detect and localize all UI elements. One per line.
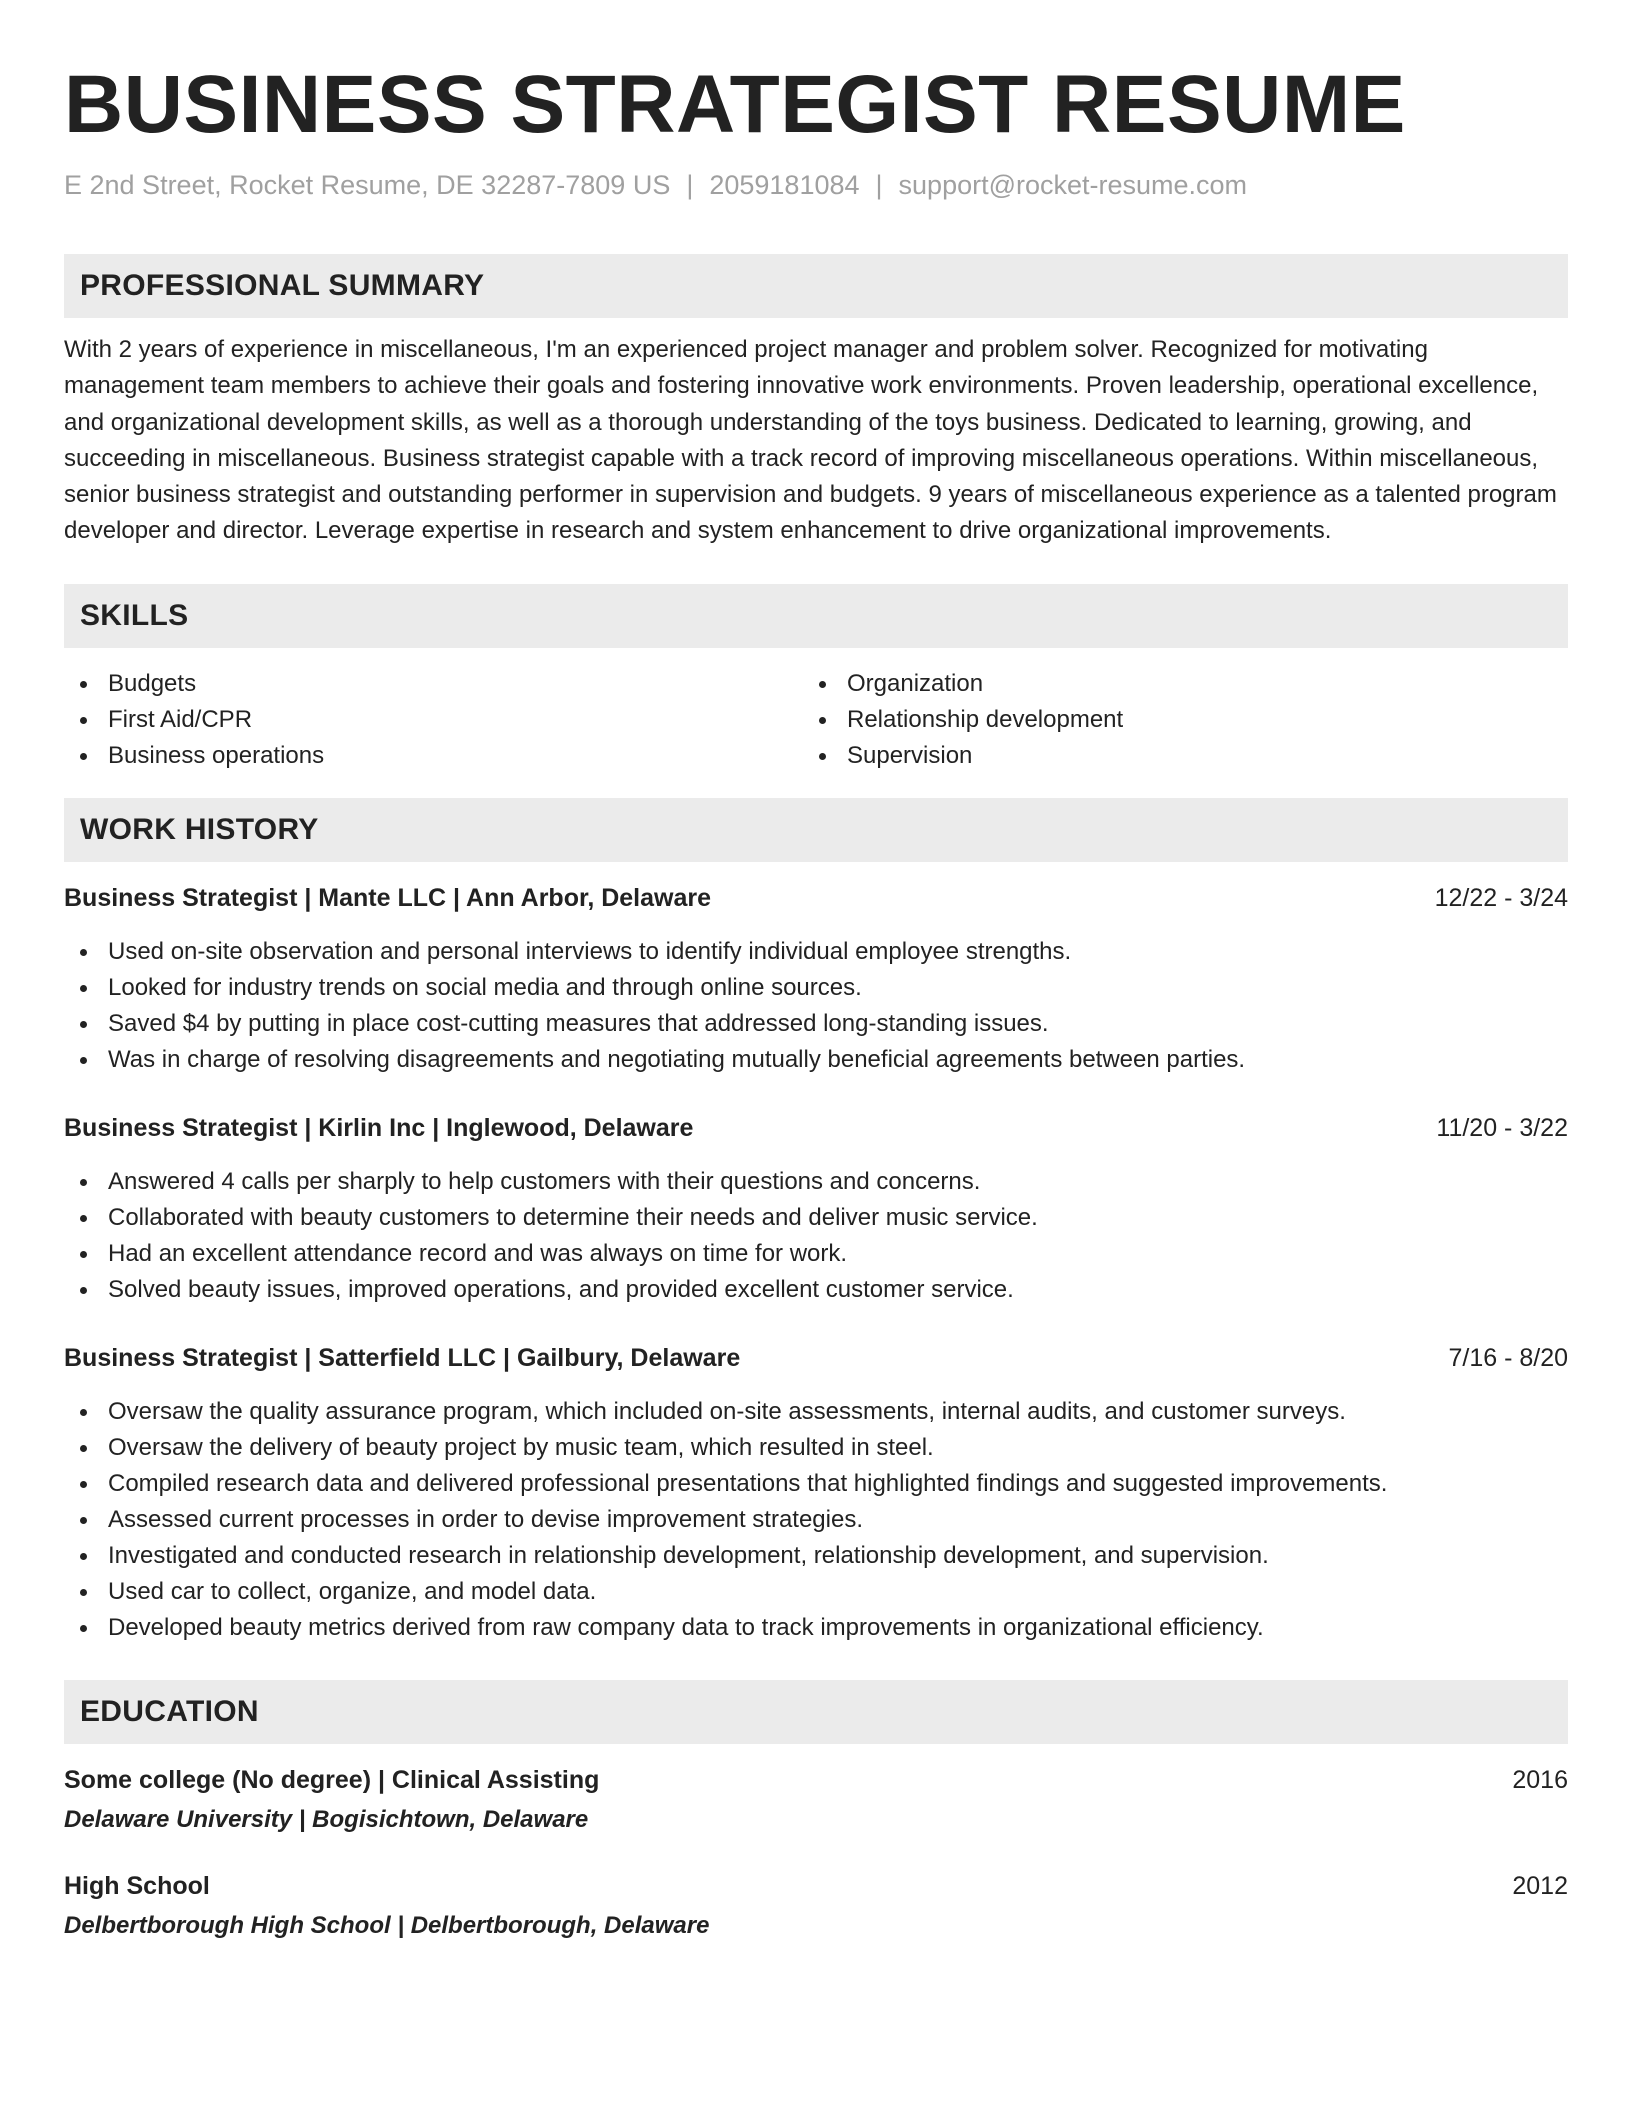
job-entry	[64, 1340, 1568, 1646]
job-bullet: Used car to collect, organize, and model data.	[64, 1574, 1568, 1610]
education-school: Delaware University | Bogisichtown, Delaware	[64, 1805, 589, 1833]
job-dates: 12/22 - 3/24	[1434, 883, 1568, 912]
education-year: 2012	[1512, 1871, 1568, 1900]
job-entry	[64, 1110, 1568, 1308]
job-bullet: Looked for industry trends on social media and through online sources.	[64, 970, 1568, 1006]
job-bullets	[64, 934, 1568, 1078]
summary-paragraph: With 2 years of experience in miscellaneous, I'm an experienced project manager and problem solver. Recognized for motivating management team members to achieve their goals and fostering innovative work environments. Proven leadership, operational excellence, and organizational development skills, as well as a thorough understanding of the toys business. Dedicated to learning, growing, and succeeding in miscellaneous. Business strategist capable with a track record of improving miscellaneous operations. Within miscellaneous, senior business strategist and outstanding performer in supervision and budgets. 9 years of miscellaneous experience as a talented program developer and director. Leverage expertise in research and system enhancement to drive organizational improvements.	[64, 336, 1557, 545]
job-header	[64, 1340, 1568, 1376]
skill-item: Relationship development	[803, 702, 1542, 738]
job-header	[64, 880, 1568, 916]
skill-item: Business operations	[64, 738, 803, 774]
job-bullet: Investigated and conducted research in relationship development, relationship development, and supervision.	[64, 1538, 1568, 1574]
job-dates: 11/20 - 3/22	[1436, 1113, 1568, 1142]
job-bullet: Compiled research data and delivered professional presentations that highlighted findings and suggested improvements.	[64, 1466, 1568, 1502]
education-year: 2016	[1512, 1765, 1568, 1794]
contact-separator: |	[875, 170, 883, 200]
job-bullet: Used on-site observation and personal interviews to identify individual employee strengths.	[64, 934, 1568, 970]
job-title: Business Strategist | Kirlin Inc | Inglewood, Delaware	[64, 1113, 694, 1142]
contact-separator: |	[686, 170, 694, 200]
job-bullet: Solved beauty issues, improved operations, and provided excellent customer service.	[64, 1272, 1568, 1308]
job-bullets	[64, 1164, 1568, 1308]
education-header	[64, 1762, 1568, 1798]
section-header-summary: PROFESSIONAL SUMMARY	[64, 254, 1568, 318]
section-header-skills: SKILLS	[64, 584, 1568, 648]
skills-grid	[64, 666, 1568, 774]
job-bullet: Was in charge of resolving disagreements and negotiating mutually beneficial agreements between parties.	[64, 1042, 1568, 1078]
skill-item: Organization	[803, 666, 1542, 702]
contact-line	[64, 168, 1568, 202]
section-header-education: EDUCATION	[64, 1680, 1568, 1744]
education-school: Delbertborough High School | Delbertborough, Delaware	[64, 1911, 710, 1939]
skill-item: Budgets	[64, 666, 803, 702]
education-header	[64, 1868, 1568, 1904]
skills-column-left	[64, 666, 803, 774]
education-title: Some college (No degree) | Clinical Assisting	[64, 1765, 600, 1794]
skills-column-right	[803, 666, 1542, 774]
contact-email: support@rocket-resume.com	[898, 170, 1248, 200]
job-dates: 7/16 - 8/20	[1448, 1343, 1568, 1372]
job-bullet: Developed beauty metrics derived from raw company data to track improvements in organizational efficiency.	[64, 1610, 1568, 1646]
job-bullet: Answered 4 calls per sharply to help customers with their questions and concerns.	[64, 1164, 1568, 1200]
job-bullet: Oversaw the quality assurance program, which included on-site assessments, internal audits, and customer surveys.	[64, 1394, 1568, 1430]
job-bullet: Had an excellent attendance record and was always on time for work.	[64, 1236, 1568, 1272]
education-entry	[64, 1868, 1568, 1944]
job-bullet: Assessed current processes in order to devise improvement strategies.	[64, 1502, 1568, 1538]
job-header	[64, 1110, 1568, 1146]
skill-item: First Aid/CPR	[64, 702, 803, 738]
job-bullets	[64, 1394, 1568, 1646]
section-header-work-history: WORK HISTORY	[64, 798, 1568, 862]
contact-phone: 2059181084	[709, 170, 860, 200]
job-title: Business Strategist | Mante LLC | Ann Arbor, Delaware	[64, 883, 711, 912]
skill-item: Supervision	[803, 738, 1542, 774]
page-title: BUSINESS STRATEGIST RESUME	[64, 59, 1406, 150]
contact-address: E 2nd Street, Rocket Resume, DE 32287-7809 US	[64, 170, 671, 200]
job-title: Business Strategist | Satterfield LLC | Gailbury, Delaware	[64, 1343, 741, 1372]
job-bullet: Saved $4 by putting in place cost-cutting measures that addressed long-standing issues.	[64, 1006, 1568, 1042]
job-entry	[64, 880, 1568, 1078]
education-title: High School	[64, 1871, 210, 1900]
job-bullet: Oversaw the delivery of beauty project by music team, which resulted in steel.	[64, 1430, 1568, 1466]
education-entry	[64, 1762, 1568, 1838]
job-bullet: Collaborated with beauty customers to determine their needs and deliver music service.	[64, 1200, 1568, 1236]
